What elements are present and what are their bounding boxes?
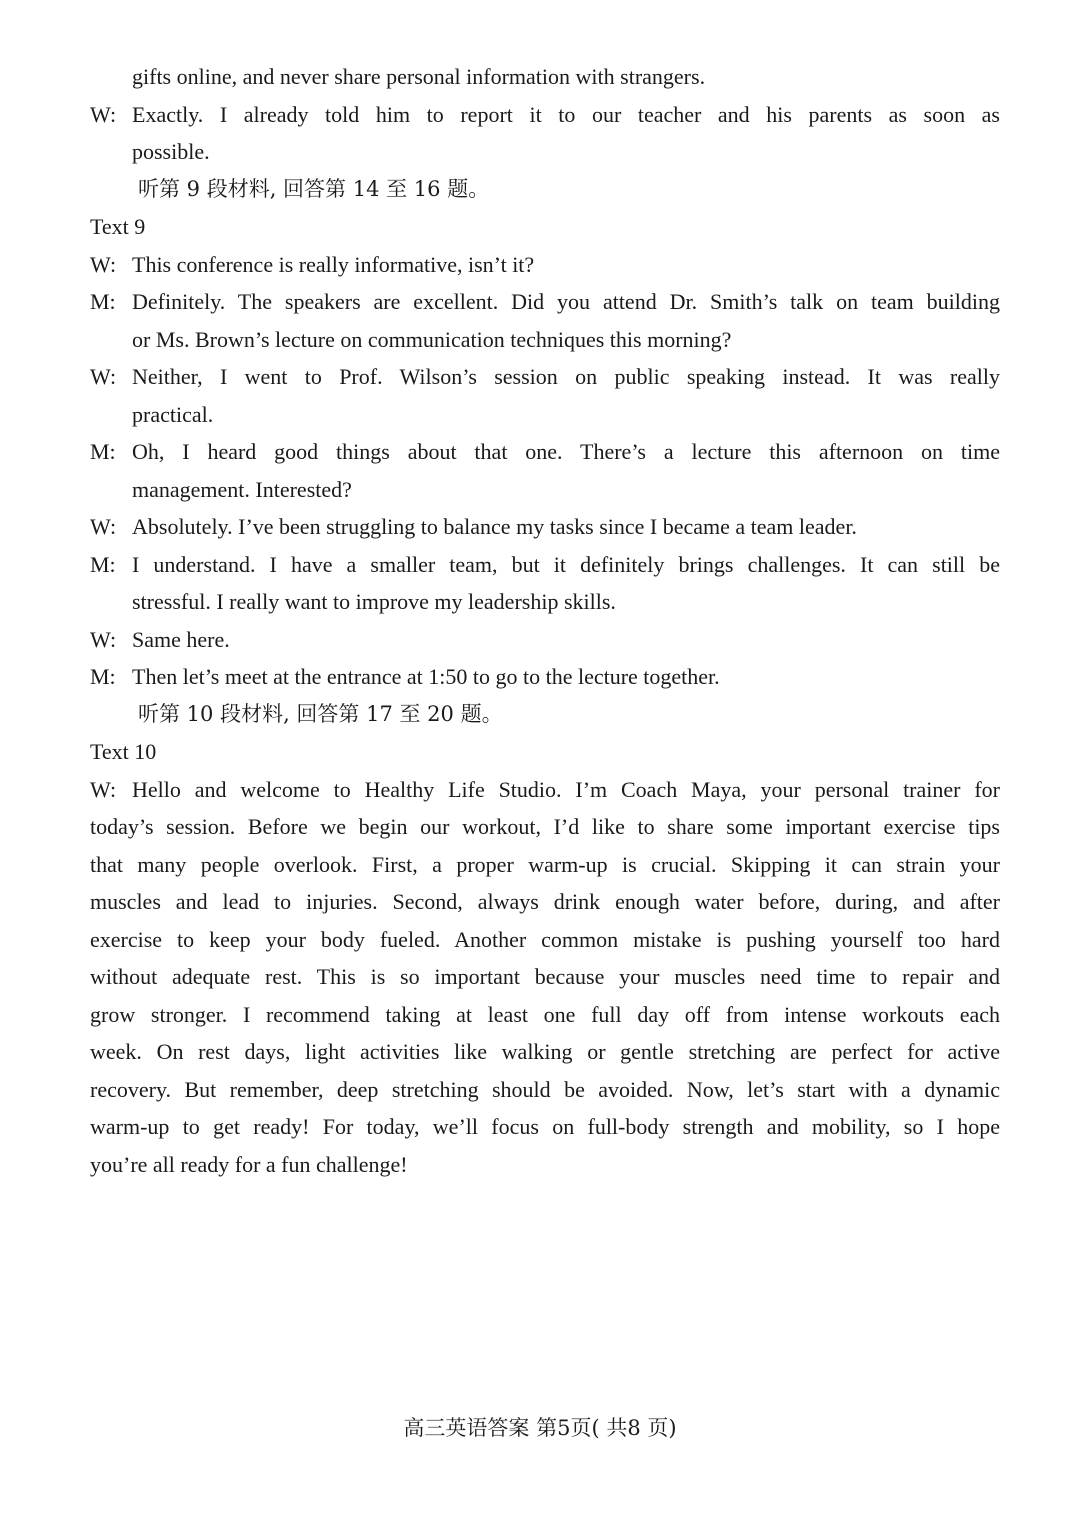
dialogue-turn bbox=[90, 96, 1000, 171]
dialogue-text: Oh, I heard good things about that one. There’s a lecture this afternoon on time bbox=[132, 439, 1000, 464]
dialogue-text: Same here. bbox=[132, 626, 230, 652]
dialogue-text: Absolutely. I’ve been struggling to balance my tasks since I became a team leader. bbox=[132, 514, 857, 539]
dialogue-text-continued: or Ms. Brown’s lecture on communication techniques this morning? bbox=[132, 326, 732, 352]
speaker-label: W: bbox=[90, 251, 117, 277]
speaker-label: M: bbox=[90, 551, 116, 577]
dialogue-turn bbox=[90, 508, 1000, 546]
dialogue-text: Exactly. I already told him to report it to our teacher and his parents as soon as bbox=[132, 101, 1000, 127]
dialogue-turn bbox=[90, 546, 1000, 621]
page-footer: 高三英语答案 第5页( 共8 页) bbox=[403, 1416, 677, 1440]
dialogue-text-continued: management. Interested? bbox=[132, 476, 352, 502]
speaker-label: W: bbox=[90, 364, 117, 389]
dialogue-turn bbox=[90, 433, 1000, 508]
dialogue-text: Neither, I went to Prof. Wilson’s session on public speaking instead. It was really bbox=[132, 364, 1000, 389]
answer-page-content bbox=[90, 58, 1000, 1183]
section-instruction: 听第 10 段材料, 回答第 17 至 20 题。 bbox=[138, 701, 503, 726]
speaker-label: M: bbox=[90, 289, 116, 314]
speaker-label: W: bbox=[90, 776, 117, 802]
dialogue-text-continued: possible. bbox=[132, 139, 210, 164]
dialogue-text: I understand. I have a smaller team, but it definitely brings challenges. It can still be bbox=[132, 551, 1000, 577]
text-heading: Text 10 bbox=[90, 739, 157, 764]
dialogue-turn bbox=[90, 658, 1000, 696]
dialogue-turn bbox=[90, 283, 1000, 358]
monologue-line: exercise to keep your body fueled. Another common mistake is pushing yourself too hard bbox=[90, 926, 1000, 952]
speaker-label: M: bbox=[90, 439, 116, 464]
speaker-label: W: bbox=[90, 626, 117, 652]
dialogue-text-continued: stressful. I really want to improve my leadership skills. bbox=[132, 589, 616, 614]
monologue-line: recovery. But remember, deep stretching should be avoided. Now, let’s start with a dynamic bbox=[90, 1076, 1000, 1102]
monologue-line: you’re all ready for a fun challenge! bbox=[90, 1151, 408, 1177]
dialogue-text: Then let’s meet at the entrance at 1:50 to go to the lecture together. bbox=[132, 664, 720, 689]
monologue-line: Hello and welcome to Healthy Life Studio. I’m Coach Maya, your personal trainer for bbox=[132, 776, 1000, 802]
speaker-label: W: bbox=[90, 514, 117, 539]
monologue bbox=[90, 771, 1000, 1184]
dialogue-text: Definitely. The speakers are excellent. Did you attend Dr. Smith’s talk on team building bbox=[132, 289, 1000, 314]
monologue-line: without adequate rest. This is so important because your muscles need time to repair and bbox=[90, 964, 1000, 989]
monologue-line: muscles and lead to injuries. Second, always drink enough water before, during, and after bbox=[90, 889, 1000, 914]
monologue-line: week. On rest days, light activities like walking or gentle stretching are perfect for active bbox=[90, 1039, 1000, 1064]
dialogue-text: This conference is really informative, isn’t it? bbox=[132, 251, 535, 277]
speaker-label: M: bbox=[90, 664, 116, 689]
dialogue-turn bbox=[90, 358, 1000, 433]
monologue-line: grow stronger. I recommend taking at least one full day off from intense workouts each bbox=[90, 1001, 1000, 1027]
monologue-line: today’s session. Before we begin our workout, I’d like to share some important exercise tips bbox=[90, 814, 1000, 839]
monologue-line: warm-up to get ready! For today, we’ll focus on full-body strength and mobility, so I hope bbox=[90, 1114, 1000, 1139]
text-heading: Text 9 bbox=[90, 214, 146, 239]
dialogue-turn bbox=[90, 246, 1000, 284]
speaker-label: W: bbox=[90, 101, 117, 127]
transcript-line: gifts online, and never share personal information with strangers. bbox=[132, 64, 706, 89]
dialogue-turn bbox=[90, 621, 1000, 659]
monologue-line: that many people overlook. First, a proper warm-up is crucial. Skipping it can strain your bbox=[90, 851, 1000, 877]
section-instruction: 听第 9 段材料, 回答第 14 至 16 题。 bbox=[138, 176, 490, 201]
dialogue-text-continued: practical. bbox=[132, 401, 214, 427]
